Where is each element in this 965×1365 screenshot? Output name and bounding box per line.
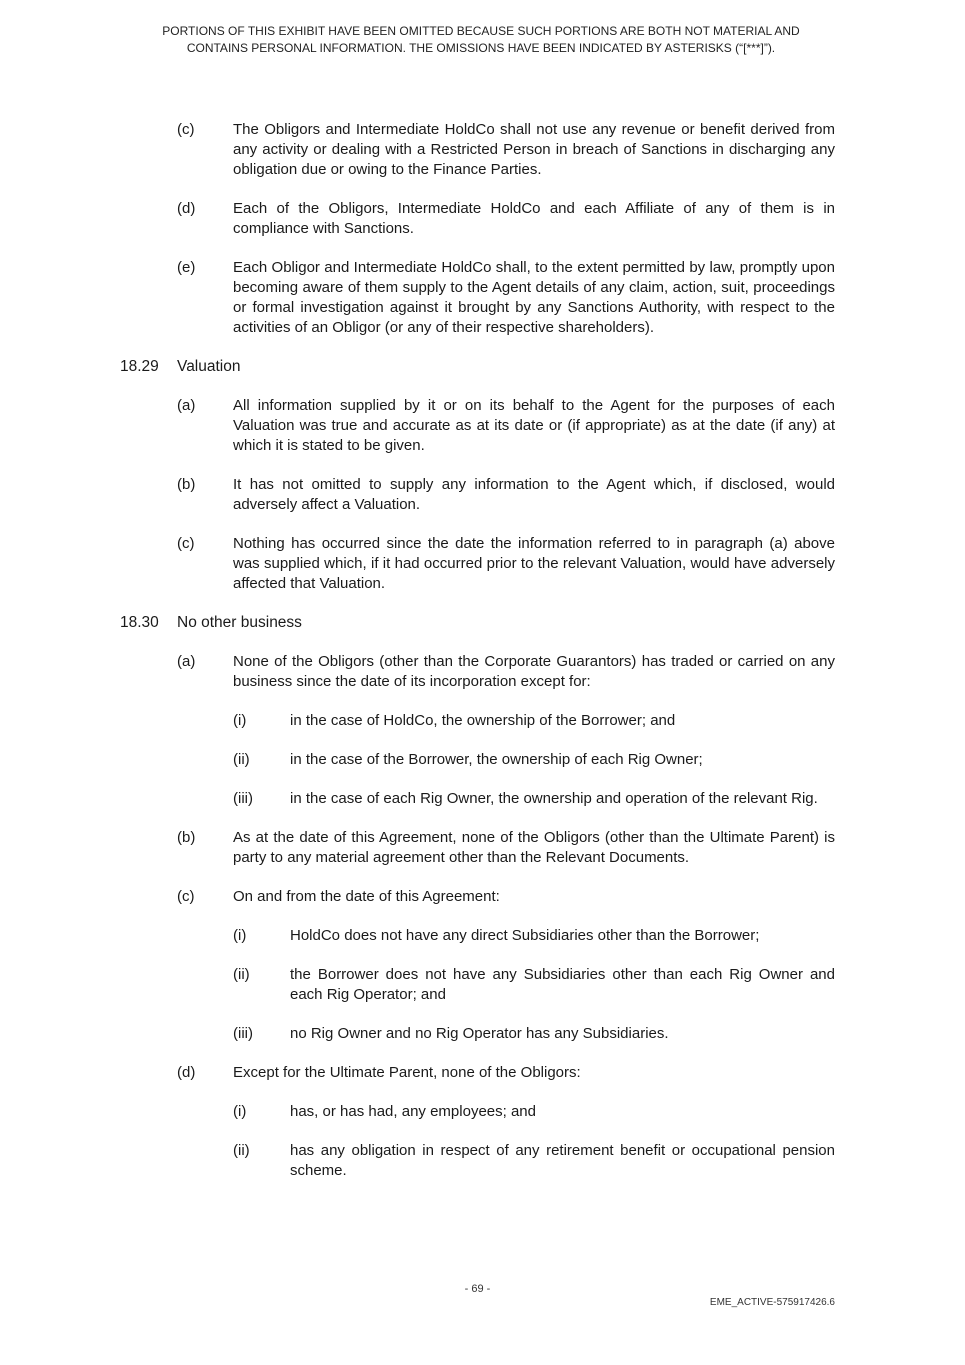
section-number: 18.29 [120, 358, 159, 375]
page-number: - 69 - [464, 1283, 491, 1295]
sub-clause-paragraph [0, 965, 965, 1005]
clause-paragraph [0, 1063, 965, 1083]
exhibit-header [120, 23, 842, 57]
clause-text: As at the date of this Agreement, none of the Obligors (other than the Ultimate Parent) is party to any material agreement other than the Relevant Documents. [233, 829, 835, 866]
clause-text: Nothing has occurred since the date the information referred to in paragraph (a) above was supplied which, if it had occurred prior to the relevant Valuation, would have adversely affected that Valuation. [233, 535, 835, 592]
clause-marker: (ii) [233, 751, 250, 768]
clause-marker: (iii) [233, 1025, 253, 1042]
clause-marker: (c) [177, 888, 195, 905]
sub-clause-paragraph [0, 1141, 965, 1181]
section-heading [0, 357, 965, 377]
clause-marker: (i) [233, 1103, 247, 1120]
section-title: No other business [177, 614, 302, 631]
sub-clause-paragraph [0, 1024, 965, 1044]
sub-clause-paragraph [0, 926, 965, 946]
clause-text: Each of the Obligors, Intermediate HoldCo and each Affiliate of any of them is in compliance with Sanctions. [233, 200, 835, 237]
clause-paragraph [0, 396, 965, 456]
clause-text: in the case of the Borrower, the ownership of each Rig Owner; [290, 751, 703, 768]
clause-marker: (b) [177, 829, 196, 846]
clause-marker: (i) [233, 927, 247, 944]
sub-clause-paragraph [0, 750, 965, 770]
clause-paragraph [0, 120, 965, 180]
clause-paragraph [0, 199, 965, 239]
exhibit-header-line-1: PORTIONS OF THIS EXHIBIT HAVE BEEN OMITTED BECAUSE SUCH PORTIONS ARE BOTH NOT MATERIAL AND [162, 24, 800, 38]
clause-text: The Obligors and Intermediate HoldCo shall not use any revenue or benefit derived from any activity or dealing with a Restricted Person in breach of Sanctions in discharging any obligation due or owing to the Finance Parties. [233, 121, 835, 178]
clause-paragraph [0, 887, 965, 907]
clause-marker: (d) [177, 1064, 196, 1081]
clause-marker: (a) [177, 397, 196, 414]
clause-text: in the case of each Rig Owner, the ownership and operation of the relevant Rig. [290, 790, 818, 807]
clause-text: has, or has had, any employees; and [290, 1103, 536, 1120]
clause-marker: (c) [177, 121, 195, 138]
sub-clause-paragraph [0, 789, 965, 809]
exhibit-header-line-2: CONTAINS PERSONAL INFORMATION. THE OMISSIONS HAVE BEEN INDICATED BY ASTERISKS (“[***]”). [186, 41, 776, 55]
clause-marker: (e) [177, 259, 196, 276]
clause-text: has any obligation in respect of any retirement benefit or occupational pension scheme. [290, 1142, 835, 1179]
clause-paragraph [0, 652, 965, 692]
clause-paragraph [0, 258, 965, 338]
clause-text: HoldCo does not have any direct Subsidiaries other than the Borrower; [290, 927, 760, 944]
sub-clause-paragraph [0, 711, 965, 731]
section-heading [0, 613, 965, 633]
clause-paragraph [0, 534, 965, 594]
clause-marker: (a) [177, 653, 196, 670]
clause-text: no Rig Owner and no Rig Operator has any Subsidiaries. [290, 1025, 669, 1042]
clause-marker: (ii) [233, 1142, 250, 1159]
clause-text: Except for the Ultimate Parent, none of the Obligors: [233, 1064, 581, 1081]
clause-paragraph [0, 475, 965, 515]
clause-paragraph [0, 828, 965, 868]
section-title: Valuation [177, 358, 241, 375]
clause-text: All information supplied by it or on its behalf to the Agent for the purposes of each Valuation was true and accurate as at its date or (if appropriate) as at the date (if any) at which it is stated to be given. [233, 397, 835, 454]
clause-marker: (ii) [233, 966, 250, 983]
clause-text: in the case of HoldCo, the ownership of the Borrower; and [290, 712, 676, 729]
sub-clause-paragraph [0, 1102, 965, 1122]
clause-text: On and from the date of this Agreement: [233, 888, 500, 905]
clause-marker: (iii) [233, 790, 253, 807]
document-reference: EME_ACTIVE-575917426.6 [709, 1297, 835, 1308]
clause-marker: (i) [233, 712, 247, 729]
clause-marker: (c) [177, 535, 195, 552]
clause-text: None of the Obligors (other than the Corporate Guarantors) has traded or carried on any business since the date of its incorporation except for: [233, 653, 835, 690]
section-number: 18.30 [120, 614, 159, 631]
clause-text: It has not omitted to supply any information to the Agent which, if disclosed, would adversely affect a Valuation. [233, 476, 835, 513]
clause-text: Each Obligor and Intermediate HoldCo shall, to the extent permitted by law, promptly upon becoming aware of them supply to the Agent details of any claim, action, suit, proceedings or formal investigation against it brought by any Sanctions Authority, with respect to the activities of an Obligor (or any of their respective shareholders). [233, 259, 835, 336]
clause-marker: (b) [177, 476, 196, 493]
clause-text: the Borrower does not have any Subsidiaries other than each Rig Owner and each Rig Operator; and [290, 966, 835, 1003]
document-body [0, 120, 965, 1200]
clause-marker: (d) [177, 200, 196, 217]
